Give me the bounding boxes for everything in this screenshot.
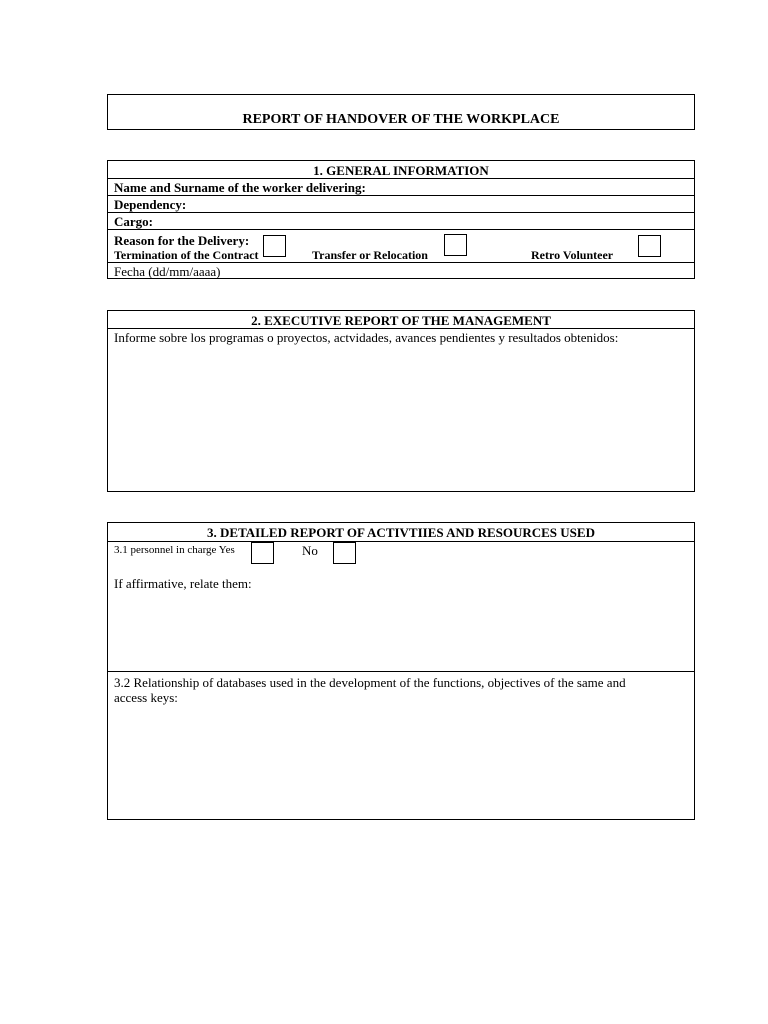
cargo-row[interactable] xyxy=(108,213,694,230)
affirmative-label: If affirmative, relate them: xyxy=(114,576,252,591)
reason-row xyxy=(108,230,694,263)
transfer-option-label: Transfer or Relocation xyxy=(312,248,428,262)
executive-report-field[interactable] xyxy=(108,329,694,491)
detailed-report-header-row xyxy=(108,523,694,542)
personnel-no-label: No xyxy=(302,543,318,558)
executive-report-prompt: Informe sobre los programas o proyectos, actvidades, avances pendientes y resultados obtenidos: xyxy=(114,330,619,345)
general-information-heading: 1. GENERAL INFORMATION xyxy=(313,163,489,178)
cargo-label: Cargo: xyxy=(114,214,153,229)
retro-volunteer-checkbox[interactable] xyxy=(638,235,661,257)
reason-label: Reason for the Delivery: xyxy=(114,233,250,248)
general-information-header-row xyxy=(108,161,694,179)
termination-option-label: Termination of the Contract xyxy=(114,248,259,262)
personnel-in-charge-label: 3.1 personnel in charge Yes xyxy=(114,544,235,556)
databases-label-line1: 3.2 Relationship of databases used in the development of the functions, objectives of the same and xyxy=(114,675,626,690)
general-information-section xyxy=(107,160,695,279)
databases-field[interactable] xyxy=(108,672,694,819)
date-row[interactable] xyxy=(108,263,694,279)
termination-checkbox[interactable] xyxy=(263,235,286,257)
personnel-field[interactable] xyxy=(108,542,694,672)
databases-label-line2: access keys: xyxy=(114,690,178,705)
worker-name-label: Name and Surname of the worker delivering: xyxy=(114,180,366,195)
executive-report-heading: 2. EXECUTIVE REPORT OF THE MANAGEMENT xyxy=(251,313,551,328)
worker-name-row[interactable] xyxy=(108,179,694,196)
transfer-checkbox[interactable] xyxy=(444,234,467,256)
document-title: REPORT OF HANDOVER OF THE WORKPLACE xyxy=(242,112,560,127)
retro-volunteer-option-label: Retro Volunteer xyxy=(531,248,614,262)
dependency-label: Dependency: xyxy=(114,197,187,212)
date-label: Fecha (dd/mm/aaaa) xyxy=(114,264,221,279)
dependency-row[interactable] xyxy=(108,196,694,213)
document-title-box xyxy=(107,94,695,130)
personnel-yes-checkbox[interactable] xyxy=(251,542,274,564)
executive-report-section xyxy=(107,310,695,492)
detailed-report-section xyxy=(107,522,695,820)
executive-report-header-row xyxy=(108,311,694,329)
personnel-no-checkbox[interactable] xyxy=(333,542,356,564)
detailed-report-heading: 3. DETAILED REPORT OF ACTIVTIIES AND RESOURCES USED xyxy=(207,525,595,540)
